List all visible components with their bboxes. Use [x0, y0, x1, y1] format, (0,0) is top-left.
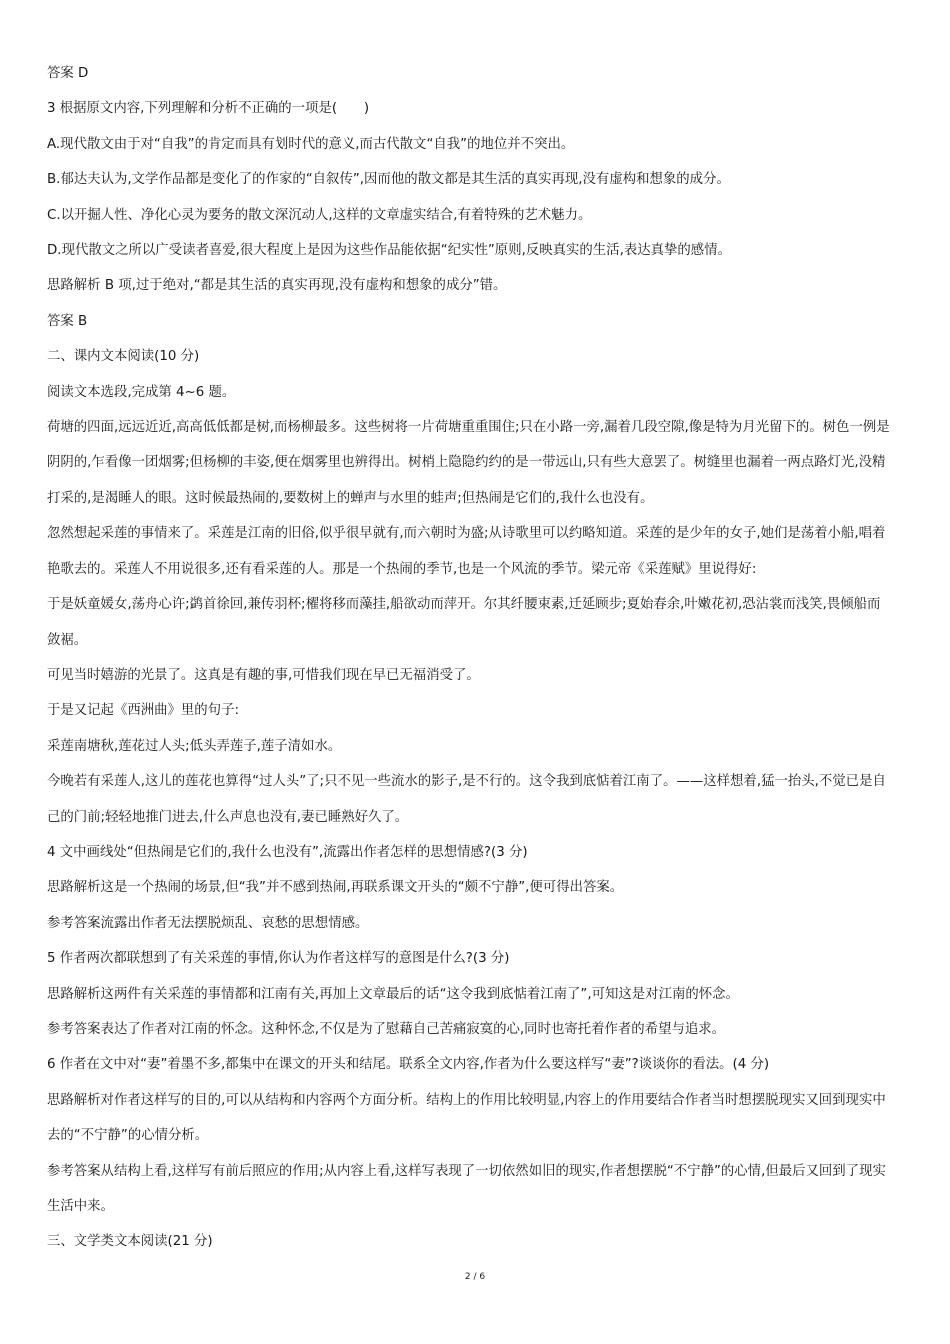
reference-answer: 生活中来。 [47, 1199, 114, 1214]
passage-line: 打采的,是渴睡人的眼。这时候最热闹的,要数树上的蝉声与水里的蛙声;但热闹是它们的,我什么也没有。 [47, 490, 654, 506]
passage-line: 于是妖童媛女,荡舟心许;鹢首徐回,兼传羽杯;櫂将移而藻挂,船欲动而萍开。尔其纤腰束素,迁延顾步;夏始春余,叶嫩花初,恐沾裳而浅笑,畏倾船而 [47, 597, 881, 613]
passage-line: 敛裾。 [47, 632, 88, 648]
analysis-line: 思路解析这是一个热闹的场景,但“我”并不感到热闹,再联系课文开头的“颇不宁静”,便可得出答案。 [47, 880, 624, 896]
passage-line: 阴阴的,乍看像一团烟雾;但杨柳的丰姿,便在烟雾里也辨得出。树梢上隐隐约约的是一带远山,只有些大意罢了。树缝里也漏着一两点路灯光,没精 [47, 455, 886, 471]
passage-line: 艳歌去的。采莲人不用说很多,还有看采莲的人。那是一个热闹的季节,也是一个风流的季节。梁元帝《采莲赋》里说得好: [47, 561, 757, 577]
question-5: 5 作者两次都联想到了有关采莲的事情,你认为作者这样写的意图是什么?(3 分) [47, 951, 510, 967]
answer-line: 答案 B [47, 313, 88, 329]
option-d: D.现代散文之所以广受读者喜爱,很大程度上是因为这些作品能依据“纪实性”原则,反映真实的生活,表达真挚的感情。 [47, 243, 731, 259]
answer-line: 答案 D [47, 66, 89, 81]
option-b: B.郁达夫认为,文学作品都是变化了的作家的“自叙传”,因而他的散文都是其生活的真实再现,没有虚构和想象的成分。 [47, 172, 730, 188]
question-6: 6 作者在文中对“妻”着墨不多,都集中在课文的开头和结尾。联系全文内容,作者为什么要这样写“妻”?谈谈你的看法。(4 分) [47, 1057, 770, 1073]
section-heading: 二、课内文本阅读(10 分) [47, 349, 200, 365]
analysis-line: 去的“不宁静”的心情分析。 [47, 1128, 209, 1144]
analysis-line: 思路解析 B 项,过于绝对,“都是其生活的真实再现,没有虚构和想象的成分”错。 [47, 278, 507, 294]
document-body [47, 56, 905, 1260]
instruction-line: 阅读文本选段,完成第 4~6 题。 [47, 384, 236, 400]
option-c: C.以开掘人性、净化心灵为要务的散文深沉动人,这样的文章虚实结合,有着特殊的艺术魅力。 [47, 207, 592, 223]
option-a: A.现代散文由于对“自我”的肯定而具有划时代的意义,而古代散文“自我”的地位并不突出。 [47, 136, 575, 152]
passage-line: 忽然想起采莲的事情来了。采莲是江南的旧俗,似乎很早就有,而六朝时为盛;从诗歌里可以约略知道。采莲的是少年的女子,她们是荡着小船,唱着 [47, 526, 886, 542]
passage-line: 采莲南塘秋,莲花过人头;低头弄莲子,莲子清如水。 [47, 738, 342, 754]
question-4: 4 文中画线处“但热闹是它们的,我什么也没有”,流露出作者怎样的思想情感?(3 分) [47, 844, 528, 860]
reference-answer: 参考答案表达了作者对江南的怀念。这种怀念,不仅是为了慰藉自己苦痛寂寞的心,同时也寄托着作者的希望与追求。 [47, 1021, 726, 1037]
reference-answer: 参考答案从结构上看,这样写有前后照应的作用;从内容上看,这样写表现了一切依然如旧的现实,作者想摆脱“不宁静”的心情,但最后又回到了现实 [47, 1163, 886, 1179]
passage-line: 荷塘的四面,远远近近,高高低低都是树,而杨柳最多。这些树将一片荷塘重重围住;只在小路一旁,漏着几段空隙,像是特为月光留下的。树色一例是 [47, 420, 890, 436]
analysis-line: 思路解析对作者这样写的目的,可以从结构和内容两个方面分析。结构上的作用比较明显,内容上的作用要结合作者当时想摆脱现实又回到现实中 [47, 1092, 886, 1108]
passage-line: 今晚若有采莲人,这儿的莲花也算得“过人头”了;只不见一些流水的影子,是不行的。这令我到底惦着江南了。——这样想着,猛一抬头,不觉已是自 [47, 774, 886, 790]
section-heading: 三、文学类文本阅读(21 分) [47, 1234, 213, 1250]
passage-line: 可见当时嬉游的光景了。这真是有趣的事,可惜我们现在早已无福消受了。 [47, 667, 480, 683]
passage-line: 己的门前;轻轻地推门进去,什么声息也没有,妻已睡熟好久了。 [47, 809, 409, 825]
passage-line: 于是又记起《西洲曲》里的句子: [47, 703, 239, 719]
reference-answer: 参考答案流露出作者无法摆脱烦乱、哀愁的思想情感。 [47, 915, 369, 931]
question-3: 3 根据原文内容,下列理解和分析不正确的一项是( ) [47, 101, 370, 117]
analysis-line: 思路解析这两件有关采莲的事情都和江南有关,再加上文章最后的话“这令我到底惦着江南了”,可知这是对江南的怀念。 [47, 986, 739, 1002]
page-number: 2 / 6 [464, 1272, 486, 1282]
